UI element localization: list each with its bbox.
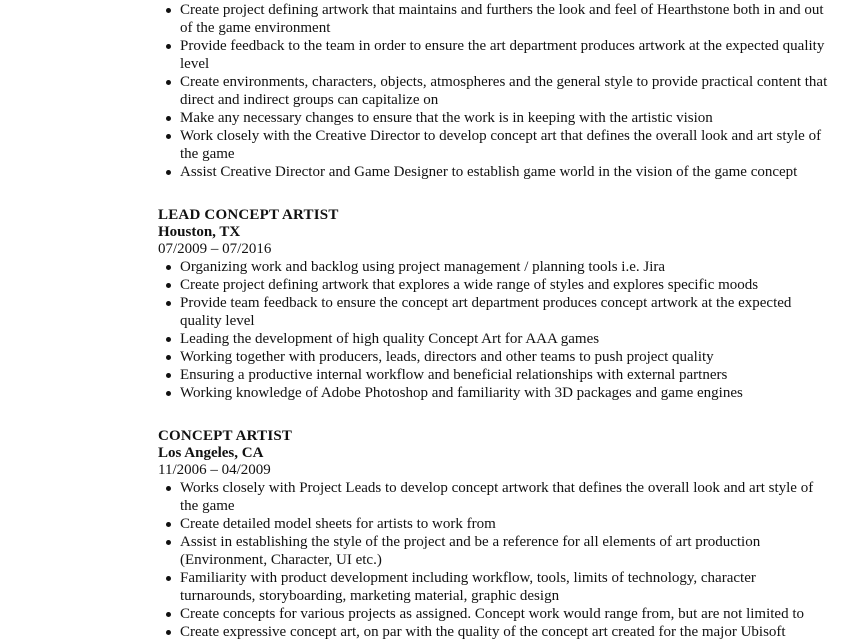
list-item: Ensuring a productive internal workflow and beneficial relationships with external partners bbox=[180, 366, 828, 384]
list-item: Create concepts for various projects as assigned. Concept work would range from, but are not limited to bbox=[180, 605, 828, 623]
job-dates: 11/2006 – 04/2009 bbox=[158, 462, 271, 478]
list-item: Create expressive concept art, on par with the quality of the concept art created for the major Ubisoft bbox=[180, 623, 828, 641]
job-title: CONCEPT ARTIST bbox=[158, 428, 293, 444]
list-item: Make any necessary changes to ensure that the work is in keeping with the artistic vision bbox=[180, 109, 828, 127]
list-item: Familiarity with product development including workflow, tools, limits of technology, character turnarounds, storyboarding, marketing material, graphic design bbox=[180, 569, 828, 605]
list-item: Create project defining artwork that explores a wide range of styles and explores specific moods bbox=[180, 276, 828, 294]
list-item: Assist Creative Director and Game Designer to establish game world in the vision of the game concept bbox=[180, 163, 828, 181]
list-item: Provide team feedback to ensure the concept art department produces concept artwork at the expected quality level bbox=[180, 294, 828, 330]
intro-bullet-list bbox=[158, 1, 828, 181]
list-item: Provide feedback to the team in order to ensure the art department produces artwork at the expected quality level bbox=[180, 37, 828, 73]
list-item: Work closely with the Creative Director to develop concept art that defines the overall look and art style of the game bbox=[180, 127, 828, 163]
list-item: Create environments, characters, objects, atmospheres and the general style to provide practical content that direct and indirect groups can capitalize on bbox=[180, 74, 828, 108]
job-section bbox=[158, 206, 828, 402]
resume-document bbox=[158, 1, 828, 641]
list-item: Create detailed model sheets for artists to work from bbox=[180, 515, 828, 533]
job-location: Houston, TX bbox=[158, 224, 241, 240]
list-item: Working knowledge of Adobe Photoshop and familiarity with 3D packages and game engines bbox=[180, 384, 828, 402]
list-item: Leading the development of high quality Concept Art for AAA games bbox=[180, 330, 828, 348]
job-title: LEAD CONCEPT ARTIST bbox=[158, 207, 339, 223]
job-section bbox=[158, 427, 828, 641]
list-item: Create project defining artwork that maintains and furthers the look and feel of Hearthstone both in and out of the game environment bbox=[180, 1, 828, 37]
job-bullet-list bbox=[158, 479, 828, 641]
job-dates: 07/2009 – 07/2016 bbox=[158, 241, 272, 257]
list-item: Working together with producers, leads, directors and other teams to push project quality bbox=[180, 348, 828, 366]
list-item: Assist in establishing the style of the project and be a reference for all elements of art production (Environment, Character, UI etc.) bbox=[180, 533, 828, 569]
job-location: Los Angeles, CA bbox=[158, 445, 264, 461]
list-item: Works closely with Project Leads to develop concept artwork that defines the overall look and art style of the game bbox=[180, 479, 828, 515]
job-bullet-list bbox=[158, 258, 828, 402]
list-item: Organizing work and backlog using project management / planning tools i.e. Jira bbox=[180, 258, 828, 276]
